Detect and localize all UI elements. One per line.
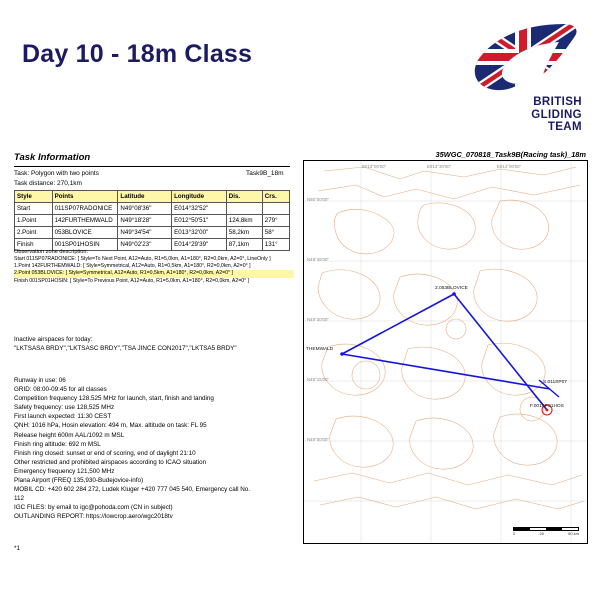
- cell-latitude: N49°18'28": [118, 215, 172, 227]
- logo-text: [467, 96, 582, 134]
- task-information-heading: Task Information: [14, 152, 91, 163]
- note-line: OUTLANDING REPORT: https://lowcrop.aero/wgc2018tv: [14, 513, 173, 521]
- cell-longitude: E014°29'39": [172, 239, 227, 251]
- map-graphics: [304, 161, 587, 543]
- observation-zone-heading: Observation zone description:: [14, 249, 89, 255]
- inactive-airspaces-list: "LKTSASA BRDY","LKTSASC BRDY","TSA JINCE CON2017","LKTSA5 BRDY": [14, 345, 237, 352]
- note-line: Emergency frequency 121,500 MHz: [14, 467, 115, 475]
- map-grid-label: E013°00'00": [362, 164, 387, 169]
- scale-bar-graphic: [513, 527, 579, 531]
- cell-course: 279°: [262, 215, 289, 227]
- note-line: MOBIL CD: +420 602 284 272, Ludek Kluger +420 777 045 540, Emergency call No.: [14, 486, 251, 494]
- footnote: *1: [14, 545, 20, 552]
- logo-text-line-2: GLIDING: [531, 108, 582, 121]
- cell-longitude: E012°50'51": [172, 215, 227, 227]
- note-line: GRID: 08:00-09:45 for all classes: [14, 386, 107, 394]
- scale-tick: 0: [513, 531, 516, 536]
- oz-line: 1.Point 142FURTHEMWALD: [ Style=Symmetrical, A12=Auto, R1=0,5km, A1=180°, R2=0,0km, A2=0° ]: [14, 263, 251, 270]
- note-line: Runway in use: 06: [14, 377, 66, 384]
- note-line: First launch expected: 11:30 CEST: [14, 413, 112, 421]
- cell-points: 011SP07RADONICE: [52, 203, 118, 215]
- cell-course: 131°: [262, 239, 289, 251]
- cell-latitude: N49°02'23": [118, 239, 172, 251]
- col-distance: Dis.: [226, 191, 262, 203]
- map-grid-label: N50°00'00": [307, 197, 329, 202]
- map-point-label-finish: F.001SP01HOS: [530, 404, 564, 409]
- cell-points: 142FURTHEMWALD: [52, 215, 118, 227]
- cell-points: 053BLOVICE: [52, 227, 118, 239]
- note-line: Finish ring closed: sunset or end of scoring, end of daylight 21:10: [14, 449, 196, 457]
- inactive-airspaces-heading: Inactive airspaces for today:: [14, 336, 93, 343]
- cell-distance: 124,8km: [226, 215, 262, 227]
- logo-text-line-1: BRITISH: [533, 96, 582, 108]
- map-grid-label: N49°45'00": [307, 257, 329, 262]
- cell-style: Start: [15, 203, 53, 215]
- map-grid-label: E013°30'00": [427, 164, 452, 169]
- note-line: 112: [14, 495, 25, 503]
- cell-latitude: N49°34'54": [118, 227, 172, 239]
- note-line: Finish ring altitude: 692 m MSL: [14, 440, 101, 448]
- task-distance-line: Task distance: 270,1km: [14, 180, 82, 187]
- note-line: Competition frequency 128.525 MHz for launch, start, finish and landing: [14, 395, 214, 403]
- cell-distance: 58,2km: [226, 227, 262, 239]
- union-jack-swoosh-icon: [467, 22, 582, 92]
- col-longitude: Longitude: [172, 191, 227, 203]
- cell-latitude: N49°08'36": [118, 203, 172, 215]
- oz-line-highlighted: 2.Point 053BLOVICE: [ Style=Symmetrical, A12=Auto, R1=0,5km, A1=180°, R2=0,0km, A2=0° ]: [14, 270, 294, 277]
- task-type-text: Task: Polygon with two points: [14, 170, 99, 177]
- note-line: QNH: 1016 hPa, Hosin elevation: 494 m, Max. altitude on task: FL 95: [14, 422, 207, 430]
- observation-zone-list: [14, 256, 294, 285]
- scale-bar-ticks: [513, 531, 579, 536]
- oz-line: Start 011SP07RADONICE: [ Style=To Next Point, A12=Auto, R1=5,0km, A1=180°, R2=0,0km, A2=0°, LineOnly ]: [14, 256, 271, 262]
- cell-course: 58°: [262, 227, 289, 239]
- map-caption: 35WGC_070818_Task9B(Racing task)_18m: [435, 150, 586, 159]
- scale-tick: 50 km: [568, 531, 579, 536]
- map-point-label-blovice: 2.053BLOVICE: [435, 286, 468, 291]
- cell-style: Finish: [15, 239, 53, 251]
- map-grid-label: N49°00'00": [307, 437, 329, 442]
- cell-distance: [226, 203, 262, 215]
- map-point-label-start: S.011SP07: [543, 380, 567, 385]
- note-line: Release height 600m AAL/1092 m MSL: [14, 431, 125, 439]
- cell-course: [262, 203, 289, 215]
- page-title: Day 10 - 18m Class: [22, 40, 253, 68]
- map-grid-label: N49°30'00": [307, 317, 329, 322]
- british-gliding-team-logo: [467, 22, 582, 132]
- cell-points: 001SP01HOSIN: [52, 239, 118, 251]
- cell-longitude: E014°32'52": [172, 203, 227, 215]
- cell-style: 2.Point: [15, 227, 53, 239]
- scale-tick: 25: [539, 531, 544, 536]
- table-row: [15, 227, 290, 239]
- table-header-row: [15, 191, 290, 203]
- note-line: Plana Airport (FREQ 135,930-Budejovice-info): [14, 477, 144, 485]
- logo-text-line-3: TEAM: [547, 121, 582, 133]
- task-name: Task9B_18m: [246, 170, 284, 177]
- table-row: [15, 203, 290, 215]
- inactive-airspaces: [14, 335, 294, 353]
- task-map[interactable]: [303, 160, 588, 544]
- oz-line: Finish 001SP01HOSIN: [ Style=To Previous Point, A12=Auto, R1=5,0km, A1=180°, R2=0,0km, A2=0° ]: [14, 277, 250, 284]
- map-scale-bar: [513, 527, 579, 537]
- cell-distance: 87,1km: [226, 239, 262, 251]
- divider: [14, 166, 290, 167]
- task-type-line: [14, 170, 284, 177]
- map-point-label-themwald: THEMWALD: [306, 347, 334, 352]
- col-points: Points: [52, 191, 118, 203]
- note-line: Other restricted and prohibited airspaces according to ICAO situation: [14, 458, 207, 466]
- map-grid-label: E014°00'00": [497, 164, 522, 169]
- cell-style: 1.Point: [15, 215, 53, 227]
- note-line: Safety frequency: use 128,525 MHz: [14, 404, 115, 412]
- table-row: [15, 215, 290, 227]
- note-line: IGC FILES: by email to igc@pohoda.com (CN in subject): [14, 504, 173, 512]
- turnpoints-table: [14, 190, 290, 251]
- col-style: Style: [15, 191, 53, 203]
- task-notes: [14, 376, 299, 522]
- map-grid-label: N49°15'00": [307, 377, 329, 382]
- cell-longitude: E013°32'00": [172, 227, 227, 239]
- col-latitude: Latitude: [118, 191, 172, 203]
- col-course: Crs.: [262, 191, 289, 203]
